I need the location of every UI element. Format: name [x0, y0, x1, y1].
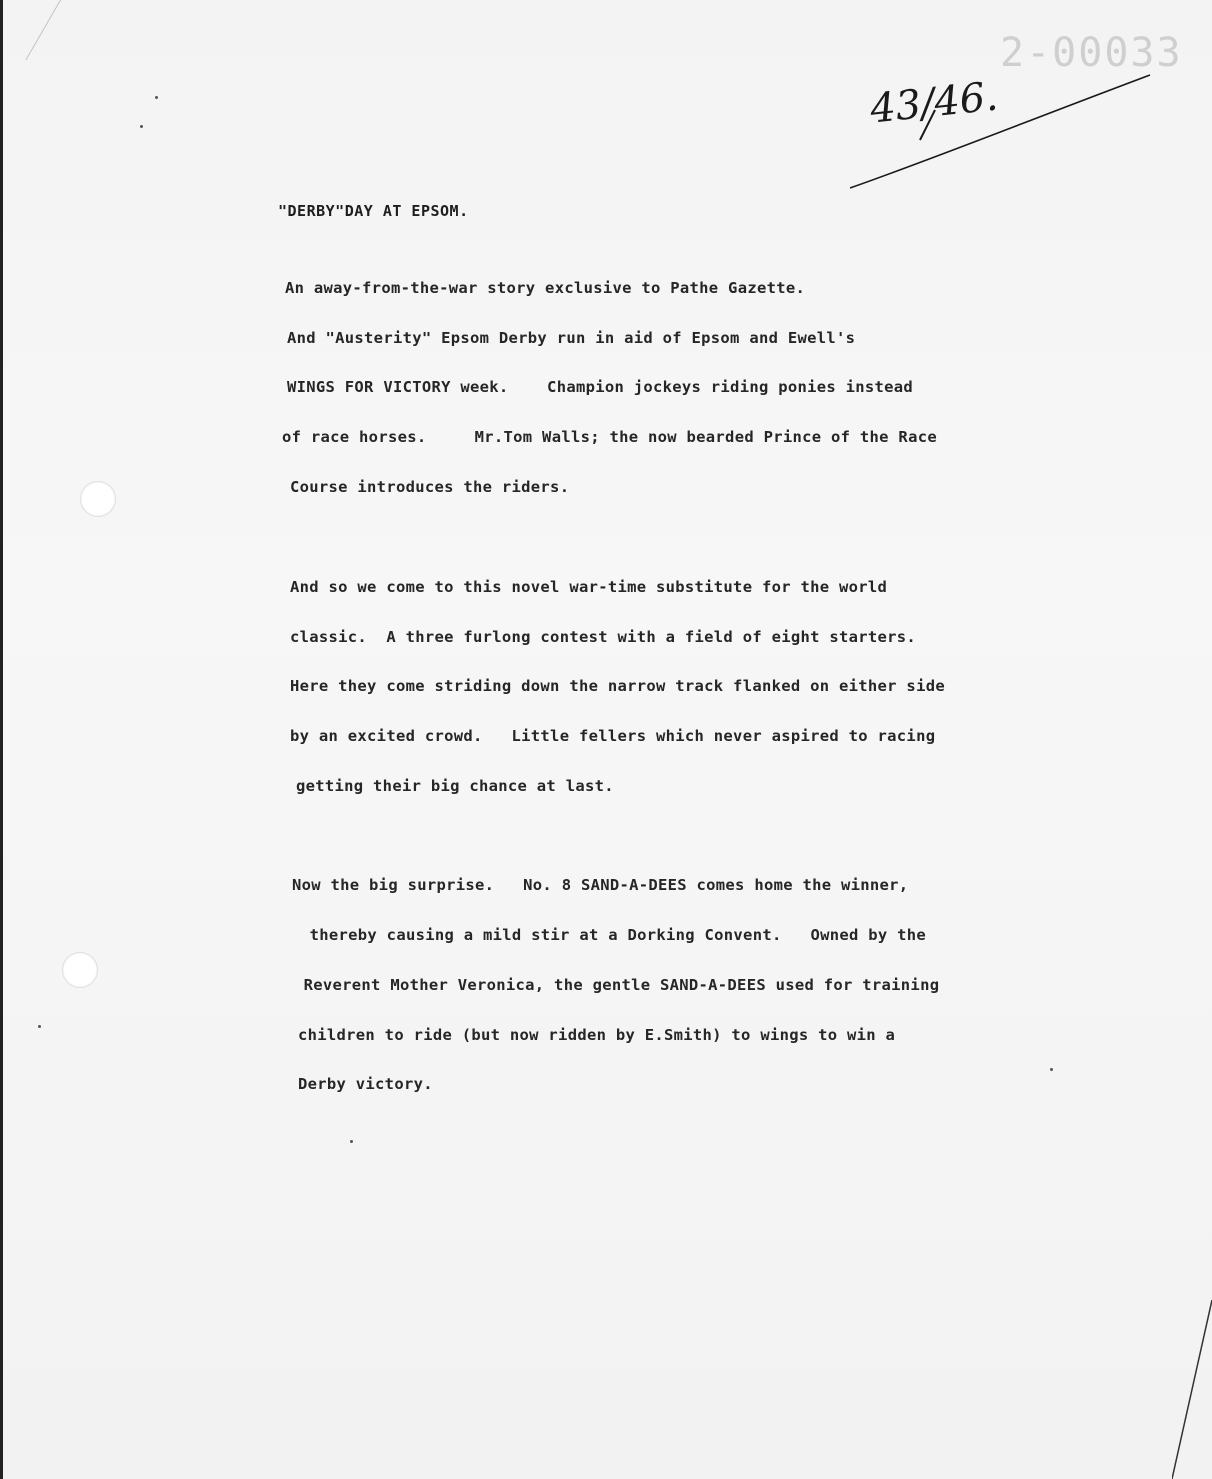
- paragraph-1-line-5: Course introduces the riders.: [290, 478, 570, 496]
- paragraph-2-line-3: Here they come striding down the narrow track flanked on either side: [290, 677, 945, 695]
- paragraph-3-line-5: Derby victory.: [298, 1075, 433, 1093]
- paragraph-3-line-3: Reverent Mother Veronica, the gentle SAND-A-DEES used for training: [294, 976, 940, 994]
- ink-speck: [1050, 1068, 1053, 1071]
- paragraph-1-line-3: WINGS FOR VICTORY week. Champion jockeys riding ponies instead: [287, 378, 914, 396]
- paragraph-3-line-4: children to ride (but now ridden by E.Smith) to wings to win a: [298, 1026, 896, 1044]
- paragraph-1-line-4: of race horses. Mr.Tom Walls; the now bearded Prince of the Race: [282, 428, 937, 446]
- paragraph-1-line-1: An away-from-the-war story exclusive to Pathe Gazette.: [285, 279, 806, 297]
- paragraph-3-line-2: thereby causing a mild stir at a Dorking Convent. Owned by the: [300, 926, 927, 944]
- ink-speck: [140, 125, 143, 128]
- punch-hole: [80, 481, 116, 517]
- page-edge: [0, 0, 3, 1479]
- paragraph-1-line-2: And "Austerity" Epsom Derby run in aid of Epsom and Ewell's: [287, 329, 856, 347]
- paragraph-2-line-5: getting their big chance at last.: [296, 777, 614, 795]
- handwritten-reference: 43/46.: [867, 73, 1001, 133]
- archive-stamp: 2-00033: [1000, 30, 1183, 76]
- paragraph-2-line-4: by an excited crowd. Little fellers which never aspired to racing: [290, 727, 936, 745]
- paragraph-3-line-1: Now the big surprise. No. 8 SAND-A-DEES comes home the winner,: [292, 876, 909, 894]
- document-title: "DERBY"DAY AT EPSOM.: [278, 202, 469, 220]
- ink-speck: [38, 1025, 41, 1028]
- ink-speck: [350, 1140, 353, 1143]
- paragraph-2-line-1: And so we come to this novel war-time substitute for the world: [290, 578, 888, 596]
- ink-speck: [155, 96, 158, 99]
- punch-hole: [62, 952, 98, 988]
- corner-fold: [0, 0, 61, 60]
- paragraph-2-line-2: classic. A three furlong contest with a field of eight starters.: [290, 628, 917, 646]
- page-corner-edge: [1172, 1300, 1212, 1479]
